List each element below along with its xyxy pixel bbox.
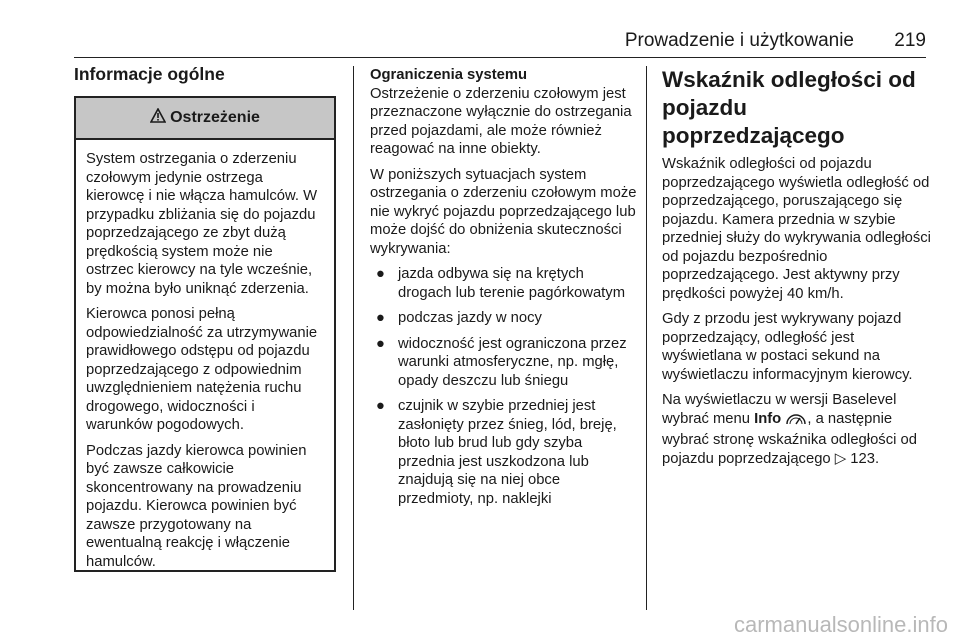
list-item-text: podczas jazdy w nocy xyxy=(398,310,542,326)
warning-body xyxy=(76,140,334,571)
list-item xyxy=(370,265,638,302)
column-divider xyxy=(646,66,647,610)
page-number: 219 xyxy=(894,30,926,51)
subsection-title: Ograniczenia systemu xyxy=(370,67,528,83)
warning-triangle-icon xyxy=(150,108,166,128)
paragraph: Gdy z przodu jest wykrywany pojazd poprzedzający, odległość jest wyświetlana w postaci sekund na wyświetlaczu informacyjnym kierowcy. xyxy=(662,311,913,383)
bullet-icon: ● xyxy=(376,310,385,326)
bullet-icon: ● xyxy=(376,335,385,352)
text-fragment: . xyxy=(874,450,880,467)
text-fragment: Na wyświetlaczu w wersji Baselevel wybrać menu xyxy=(662,392,897,427)
section-title: Informacje ogólne xyxy=(74,64,225,84)
column-divider xyxy=(353,66,354,610)
header-rule xyxy=(74,57,926,58)
warning-title: Ostrzeżenie xyxy=(170,109,260,126)
page-header xyxy=(74,26,926,58)
bullet-list xyxy=(370,265,638,508)
warning-paragraph: Podczas jazdy kierowca powinien być zawsze całkowicie skoncentrowany na prowadzeniu pojazdu. Kierowca powinien być zawsze przygotowany na ewentualną reakcję i włączenie hamulców. xyxy=(86,442,307,570)
paragraph: Wskaźnik odległości od pojazdu poprzedzającego wyświetla odległość od poprzedzającego, poruszającego się pojazdu. Kamera przednia w szybie przedniej służy do wykrywania odległości od pojazdu bezpośrednio poprzedzającego. Jest aktywny przy prędkości powyżej 40 km/h. xyxy=(662,156,931,302)
paragraph xyxy=(662,391,934,468)
text-fragment: , a następnie wybrać stronę wskaźnika odległości od pojazdu poprzedzającego xyxy=(662,410,917,467)
warning-paragraph: Kierowca ponosi pełną odpowiedzialność za utrzymywanie prawidłowego odstępu od pojazdu poprzedzającego z odpowiednim uwzględnieniem natężenia ruchu drogowego, widoczności i warunków pogodowych. xyxy=(86,306,318,433)
list-item-text: jazda odbywa się na krętych drogach lub terenie pagórkowatym xyxy=(398,266,626,301)
list-item-text: widoczność jest ograniczona przez warunki atmosferyczne, np. mgłę, opady deszczu lub śniegu xyxy=(398,335,627,389)
header-title: Prowadzenie i użytkowanie xyxy=(624,30,854,51)
list-item xyxy=(370,335,638,391)
paragraph: Ostrzeżenie o zderzeniu czołowym jest przeznaczone wyłącznie do ostrzegania przed pojazdami, ale może również reagować na inne obiekty. xyxy=(370,85,632,157)
section-heading: Wskaźnik odległości od pojazdu poprzedzającego xyxy=(662,67,916,148)
list-item xyxy=(370,397,638,508)
middle-column xyxy=(370,66,638,515)
warning-header xyxy=(76,98,334,140)
bullet-icon: ● xyxy=(376,266,385,282)
list-item-text: czujnik w szybie przedniej jest zasłonięty przez śnieg, lód, breję, błoto lub brud lub gdy szyba przednia jest uszkodzona lub znajdują się na niej obce przedmioty, np. naklejki xyxy=(398,398,617,507)
page-reference-icon: ▷ xyxy=(834,450,847,467)
list-item xyxy=(370,309,638,328)
warning-paragraph: System ostrzegania o zderzeniu czołowym jedynie ostrzega kierowcę i nie włącza hamulców. W przypadku zbliżania się do pojazdu poprzedzającego ze zbyt dużą prędkością system może nie ostrzec kierowcy na tyle wcześnie, by można było uniknąć zderzenia. xyxy=(86,151,318,297)
right-column xyxy=(662,66,934,475)
paragraph: W poniższych sytuacjach system ostrzegania o zderzeniu czołowym może nie wykryć pojazdu poprzedzającego lub może dojść do obniżenia skuteczności wykrywania: xyxy=(370,166,637,257)
warning-box xyxy=(74,96,336,572)
page-reference: 123 xyxy=(850,450,875,467)
bullet-icon: ● xyxy=(376,398,385,414)
speedometer-icon xyxy=(785,412,807,432)
menu-name: Info xyxy=(754,410,782,427)
watermark: carmanualsonline.info xyxy=(733,612,948,637)
